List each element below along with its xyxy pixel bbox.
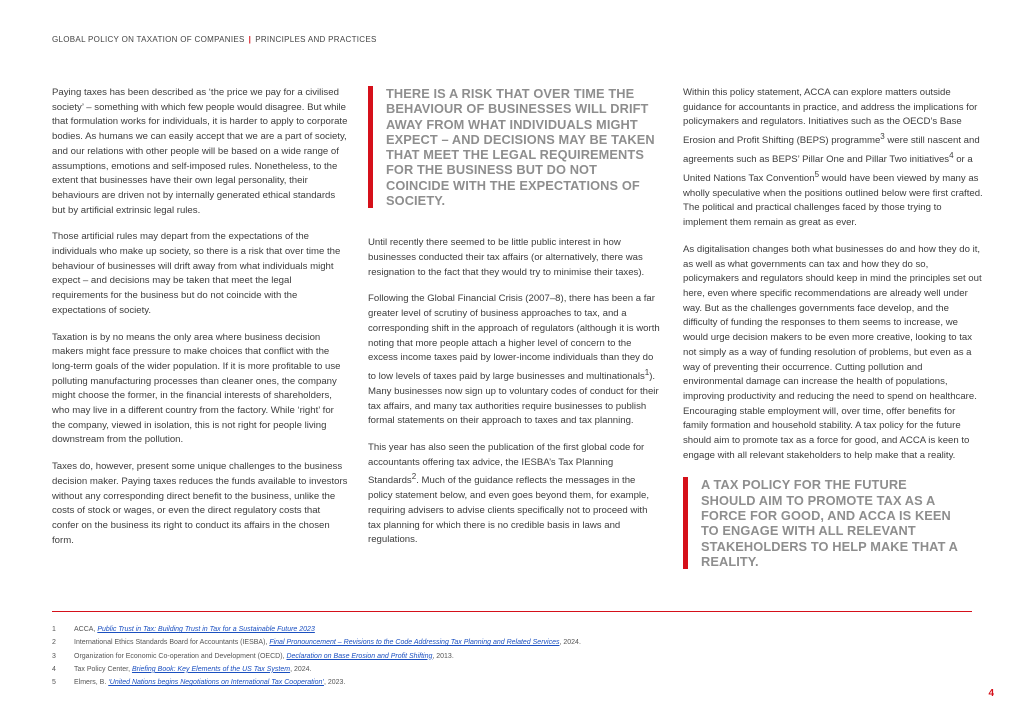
header-title: GLOBAL POLICY ON TAXATION OF COMPANIES (52, 35, 245, 44)
footnote (52, 623, 972, 636)
paragraph: As digitalisation changes both what businesses do and how they do it, as well as what governments can tax and how they do so, policymakers and regulators should keep in mind the principles set out here, even where specific recommendations are already well under way. But as the challenges governments face develop, and the difficulty of funding the responses to them seems to increase, we would urge decision makers to be even more creative, looking to tax not simply as a way of funding resolution of problems, but even as a way of preventing their occurrence. Cutting pollution and environmental damage can increase the health of populations, improving productivity and reducing the need to spend on healthcare. Encouraging stable employment will, over time, offer benefits for family formation and household stability. A tax policy for the future should aim to promote tax as a force for good, and ACCA is keen to engage with all relevant stakeholders to help make that a reality. (683, 243, 982, 461)
footnote-ref[interactable]: 2 (411, 472, 417, 482)
footnote (52, 676, 972, 689)
footnote-link[interactable]: ‘United Nations begins Negotiations on International Tax Cooperation’ (108, 679, 324, 687)
text: or a United Nations Tax Convention (683, 154, 973, 185)
paragraph (368, 292, 660, 429)
footnote-divider (52, 611, 972, 612)
page-number: 4 (988, 688, 994, 699)
text: . Much of the guidance reflects the messages in the policy statement below, and even goes beyond them, for example, requiring advisers to advise clients specifically not to proceed with tax planning for which there is no credible basis in laws and regulations. (368, 475, 650, 546)
text: were still nascent and agreements such as BEPS’ Pillar One and Pillar Two initiatives (683, 135, 980, 166)
footnote-link[interactable]: Declaration on Base Erosion and Profit Shifting (286, 652, 433, 660)
footnote-link[interactable]: Briefing Book: Key Elements of the US Tax System (131, 665, 291, 673)
footnote-link[interactable]: Public Trust in Tax: Building Trust in Tax for a Sustainable Future 2023 (97, 626, 315, 633)
pull-quote: A TAX POLICY FOR THE FUTURE SHOULD AIM TO PROMOTE TAX AS A FORCE FOR GOOD, AND ACCA IS KEEN TO ENGAGE WITH ALL RELEVANT STAKEHOLDERS TO HELP MAKE THAT A REALITY. (683, 477, 963, 569)
header-subtitle: PRINCIPLES AND PRACTICES (255, 35, 377, 44)
paragraph: Until recently there seemed to be little public interest in how businesses conducted their tax affairs (or alternatively, there was resignation to the fact that they would try to minimise their taxes). (368, 237, 645, 278)
text: Within this policy statement, ACCA can explore matters outside guidance for accountants in practice, and address the implications for policymakers and regulators. Initiatives such as the OECD’s Base Erosion and Profit Shifting (BEPS) programme (683, 87, 978, 147)
footnote-text: , 2023. (323, 679, 346, 687)
footnote-number: 1 (52, 626, 56, 633)
footnote-text: Tax Policy Center, (74, 665, 132, 673)
running-header (52, 35, 377, 44)
paragraph: Taxes do, however, present some unique challenges to the business decision maker. Paying taxes reduces the funds available to investors without any corresponding direct benefit to the business, unlike the costs of stock or wages, or even the direct regulatory costs that confer on the business its right to conduct its affairs in the chosen form. (52, 461, 348, 546)
footnote (52, 663, 972, 676)
paragraph (368, 441, 660, 548)
text: ). Many businesses now sign up to voluntary codes of conduct for their tax affairs, and many tax authorities require businesses to publish formal statements on their approach to taxes and tax planning. (368, 371, 659, 427)
footnote-number: 2 (52, 639, 56, 647)
footnote (52, 636, 972, 649)
text: would have been viewed by many as wholly speculative when the positions outlined below were first crafted. The political and practical challenges faced by those trying to implement them remain as great as ever. (683, 173, 983, 229)
footnote-number: 4 (52, 665, 56, 673)
footnote-text: , 2024. (290, 665, 312, 673)
footnote-text: ACCA, (74, 626, 98, 633)
header-separator: | (248, 35, 252, 44)
paragraph: Those artificial rules may depart from the expectations of the individuals who make up society, so there is a risk that over time the behaviour of businesses will drift away from what individuals might expect – and decisions may be taken that meet the legal requirements for the business but do not coincide with the expectations of society. (52, 231, 341, 316)
footnote-ref[interactable]: 4 (949, 151, 954, 160)
footnote-text: Organization for Economic Co-operation and Development (OECD), (74, 652, 287, 660)
footnote-ref[interactable]: 5 (814, 169, 820, 179)
footnote (52, 650, 972, 663)
footnote-text: International Ethics Standards Board for Accountants (IESBA), (74, 639, 270, 647)
column-1 (52, 86, 348, 560)
footnote-text: Elmers, B. (74, 679, 109, 687)
footnote-text: , 2024. (559, 639, 581, 647)
paragraph: Paying taxes has been described as ‘the price we pay for a civilised society’ – something with which few people would disagree. But while that formulation works for individuals, it is harder to apply to corporate bodies. As humans we can easily accept that we are a part of society, and our relations with other people will be based on a wide range of assumptions, emotions and self-imposed rules. Nonetheless, to the extent that businesses have their own legal personality, their behaviours are driven not by internally generated ethical standards but by artificial extrinsic legal rules. (52, 87, 348, 216)
paragraph: Taxation is by no means the only area where business decision makers might face pressure to make choices that conflict with the long-term goals of the wider population. If it is more profitable to use polluting manufacturing processes than cleaner ones, the company might choose the former, in the financial interests of shareholders, who may live in a different country from the factory. While ‘right’ for the company, viewed in isolation, this is not right for people living downstream from the pollution. (52, 331, 341, 446)
footnote-number: 5 (52, 679, 56, 687)
footnote-ref[interactable]: 1 (644, 368, 650, 377)
text: Following the Global Financial Crisis (2007–8), there has been a far greater level of scrutiny of business approaches to tax, and a corresponding shift in the approach of regulators (although it is worth noting that more people attach a higher level of concern to the excess income taxes paid by lower-income individuals than they do to low levels of taxes paid by large businesses and multinationals (368, 293, 660, 383)
text: This year has also seen the publication of the first global code for accountants offering tax advice, the IESBA’s Tax Planning Standards (368, 442, 645, 487)
footnote-number: 3 (52, 652, 56, 660)
footnotes (52, 623, 972, 689)
column-2 (368, 86, 660, 560)
paragraph (683, 86, 983, 231)
footnote-ref[interactable]: 3 (880, 132, 885, 142)
column-3 (683, 86, 983, 569)
footnote-text: , 2013. (432, 652, 454, 660)
footnote-link[interactable]: Final Pronouncement – Revisions to the Code Addressing Tax Planning and Related Services (269, 639, 560, 647)
pull-quote: THERE IS A RISK THAT OVER TIME THE BEHAVIOUR OF BUSINESSES WILL DRIFT AWAY FROM WHAT INDIVIDUALS MIGHT EXPECT – AND DECISIONS MAY BE TAKEN THAT MEET THE LEGAL REQUIREMENTS FOR THE BUSINESS BUT DO NOT COINCIDE WITH THE EXPECTATIONS OF SOCIETY. (368, 86, 660, 208)
